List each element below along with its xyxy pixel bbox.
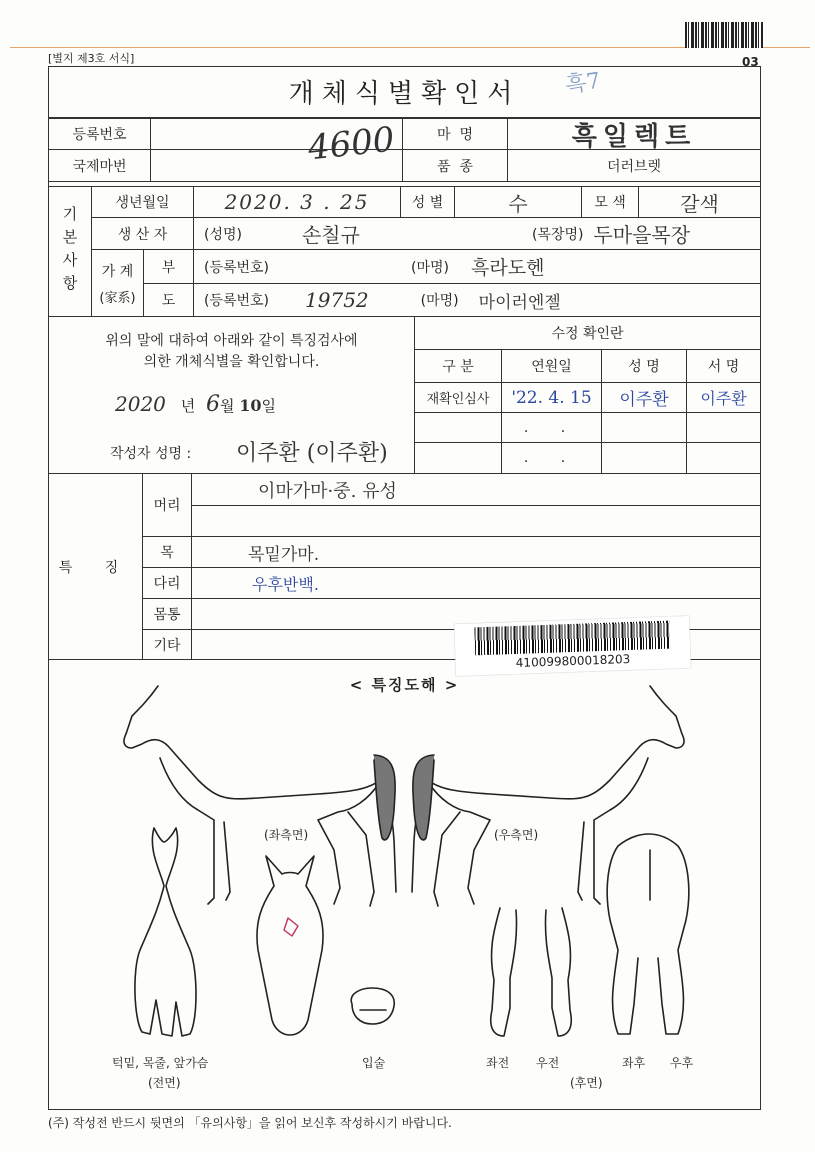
front-caption: 턱밑, 목줄, 앞가슴 (112, 1056, 209, 1070)
statement-line-1: 위의 말에 대하여 아래와 같이 특징검사에 (105, 333, 358, 349)
left-side-tail (374, 755, 395, 840)
color-value: 갈색 (638, 186, 761, 218)
dam-value: (등록번호) 19752 (마명) 마이러엔젤 (193, 283, 761, 317)
head-label: 머리 (142, 473, 192, 537)
breeder-label: 생 산 자 (91, 217, 194, 250)
etc-label: 기타 (142, 629, 192, 660)
empty-row-1-type (414, 412, 502, 443)
face-marking (284, 918, 298, 936)
col-sign: 서 명 (686, 349, 761, 383)
reg-no-handwritten: 4600 (306, 119, 397, 169)
color-label: 모 색 (581, 186, 639, 218)
confirm-date: 2020 년 6월 10일 (115, 392, 277, 417)
empty-row-2-sign (686, 442, 761, 474)
right-side-label: (우측면) (494, 828, 539, 842)
statement-line-2: 의한 개체식별을 확인합니다. (143, 354, 320, 370)
recheck-name: 이주환 (601, 382, 687, 413)
recheck-sign: 이주환 (686, 382, 761, 413)
breed-label: 품 종 (402, 149, 508, 182)
head-front-view (257, 856, 323, 1035)
lineage-label: 가 계 (家系) (91, 249, 144, 317)
col-name: 성 명 (601, 349, 687, 383)
empty-row-2-name (601, 442, 687, 474)
left-side-horse-outline (124, 686, 396, 906)
front-view-horse (135, 828, 196, 1036)
head-value-row2 (191, 505, 761, 537)
recheck-date: '22. 4. 15 (501, 382, 602, 413)
empty-row-1-date: . . (501, 412, 602, 443)
leg-value: 우후반백. (191, 567, 761, 599)
right-side-tail (413, 755, 434, 840)
col-type: 구 분 (414, 349, 502, 383)
recheck-label: 재확인심사 (414, 382, 502, 413)
form-number: [별지 제3호 서식] (48, 52, 135, 65)
front-label: (전면) (148, 1076, 181, 1090)
neck-label: 목 (142, 536, 192, 568)
right-side-horse-outline (412, 686, 684, 906)
writer-label: 작성자 성명 : (110, 446, 192, 462)
lips-diagram (351, 988, 394, 1024)
hindquarters-rear (607, 834, 689, 1034)
sex-value: 수 (454, 186, 582, 218)
basic-section-label: 기본사항 (48, 186, 92, 317)
fore-right-label: 우전 (536, 1056, 560, 1070)
empty-row-2-date: . . (501, 442, 602, 474)
page-title: 개체식별확인서 (48, 66, 761, 118)
leg-label: 다리 (142, 567, 192, 599)
writer-name: 이주환 (이주환) (236, 441, 388, 466)
hind-right-label: 우후 (670, 1056, 694, 1070)
empty-row-1-name (601, 412, 687, 443)
page-number: 03 (742, 55, 759, 69)
birth-label: 생년월일 (91, 186, 194, 218)
head-value-row1: 이마가마·중. 유성 (191, 473, 761, 506)
lips-label: 입술 (362, 1056, 386, 1070)
footer-note: (주) 작성전 반드시 뒷면의 「유의사항」을 읽어 보신후 작성하시기 바랍니다. (48, 1116, 452, 1130)
left-side-label: (좌측면) (264, 828, 309, 842)
breeder-value: (성명) 손칠규 (목장명) 두마을목장 (193, 217, 761, 250)
correction-title: 수정 확인란 (414, 316, 761, 350)
neck-value: 목밑가마. (191, 536, 761, 568)
stamp-note: 흑7 (563, 68, 603, 99)
col-date: 연원일 (501, 349, 602, 383)
hind-left-label: 좌후 (622, 1056, 646, 1070)
empty-row-1-sign (686, 412, 761, 443)
sire-label: 부 (143, 249, 194, 284)
sex-label: 성 별 (400, 186, 455, 218)
empty-row-2-type (414, 442, 502, 474)
dam-label: 도 (143, 283, 194, 317)
fore-left-label: 좌전 (486, 1056, 510, 1070)
horse-diagrams (48, 660, 761, 1110)
features-section-label: 특 징 (48, 473, 143, 660)
top-barcode (685, 22, 763, 48)
reg-no-label: 등록번호 (48, 118, 151, 150)
sire-value: (등록번호) (마명) 흑라도헨 (193, 249, 761, 284)
breed-value: 더러브렛 (507, 149, 761, 182)
body-label: 몸통 (142, 598, 192, 630)
barcode-bars (474, 621, 670, 656)
barcode-number: 410099800018203 (515, 651, 631, 670)
horse-name-value: 흑일렉트 (507, 118, 761, 150)
rear-label: (후면) (570, 1076, 603, 1090)
forelegs-rear (491, 908, 572, 1036)
birth-value: 2020. 3 . 25 (193, 186, 401, 218)
horse-name-label: 마 명 (402, 118, 508, 150)
intl-no-label: 국제마번 (48, 149, 151, 182)
diagram-title: < 특징도해 > (349, 676, 460, 694)
